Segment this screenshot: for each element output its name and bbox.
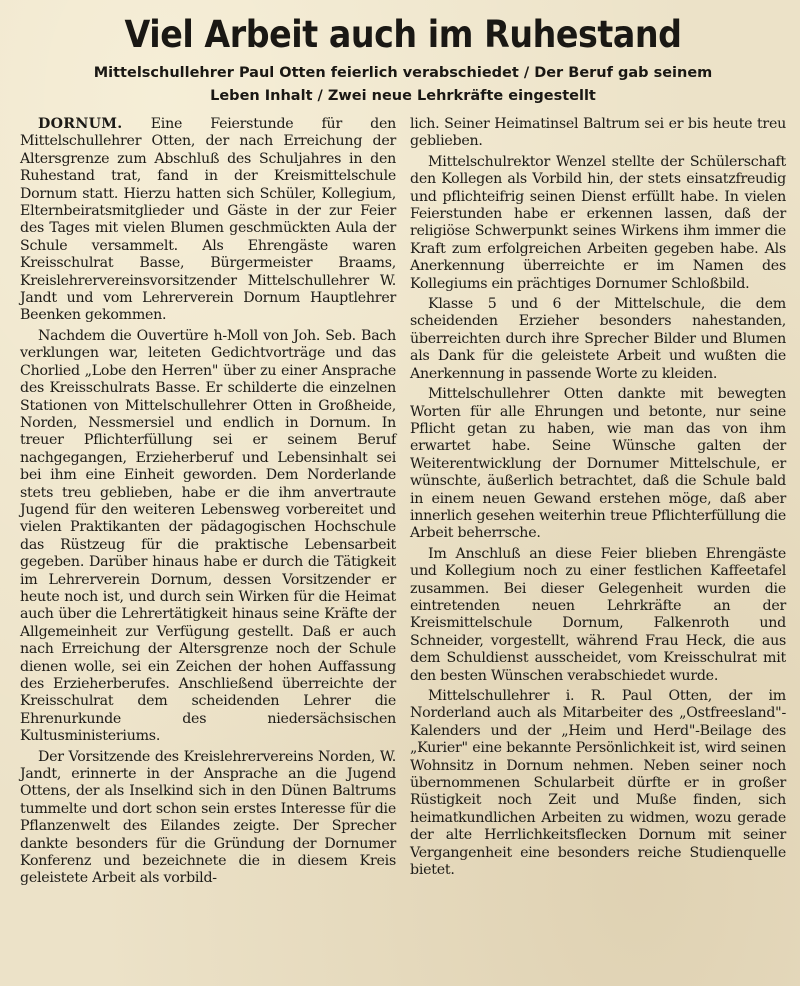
subheadline-line-1: Mittelschullehrer Paul Otten feierlich verabschiedet / Der Beruf gab seinem — [93, 65, 713, 81]
article-paragraph: Mittelschulrektor Wenzel stellte der Schülerschaft den Kollegen als Vorbild hin, der stets einsatzfreudig und pflichteifrig seinen Dienst erfüllt habe. In vielen Feierstunden habe er erkennen lassen, daß der religiöse Schwerpunkt seines Wirkens ihm immer die Kraft zum erfolgreichen Arbeiten gegeben habe. Als Anerkennung überreichte er im Namen des Kollegiums ein prächtiges Dornumer Schloßbild. — [410, 153, 786, 292]
dateline: DORNUM. — [38, 116, 123, 132]
column-left — [20, 116, 396, 891]
column-right — [410, 116, 786, 891]
subheadline — [30, 62, 776, 108]
paragraph-text: Eine Feierstunde für den Mittelschullehrer Otten, der nach Erreichung der Altersgrenze zum Abschluß des Schuljahres in den Ruhestand trat, fand in der Kreismittelschule Dornum statt. Hierzu hatten sich Schüler, Kollegium, Elternbeiratsmitglieder und Gäste in der zur Feier des Tages mit vielen Blumen geschmückten Aula der Schule versammelt. Als Ehrengäste waren Kreisschulrat Basse, Bürgermeister Braams, Kreislehrervereinsvorsitzender Mittelschullehrer W. Jandt und vom Lehrerverein Dornum Hauptlehrer Beenken gekommen. — [20, 116, 396, 324]
subheadline-line-2: Leben Inhalt / Zwei neue Lehrkräfte eingestellt — [210, 88, 596, 104]
article-paragraph: Nachdem die Ouvertüre h-Moll von Joh. Seb. Bach verklungen war, leiteten Gedichtvorträge und das Chorlied „Lobe den Herren" über zu einer Ansprache des Kreisschulrats Basse. Er schilderte die einzelnen Stationen von Mittelschullehrer Otten in Großheide, Norden, Nessmersiel und endlich in Dornum. In treuer Pflichterfüllung sei er seinem Beruf nachgegangen, Erzieherberuf und Lebensinhalt sei bei ihm eine Einheit geworden. Dem Norderlande stets treu geblieben, habe er die ihm anvertraute Jugend für den weiteren Lebensweg vorbereitet und vielen Praktikanten der pädagogischen Hochschule das Rüstzeug für die praktische Lebensarbeit gegeben. Darüber hinaus habe er durch die Tätigkeit im Lehrerverein Dornum, dessen Vorsitzender er heute noch ist, und durch sein Wirken für die Heimat auch über die Lehrertätigkeit hinaus seine Kräfte der Allgemeinheit zur Verfügung gestellt. Daß er auch nach Erreichung der Altersgrenze noch der Schule dienen wolle, sei ein Zeichen der hohen Auffassung des Erzieherberufes. Anschließend überreichte der Kreisschulrat dem scheidenden Lehrer die Ehrenurkunde des niedersächsischen Kultusministeriums. — [20, 327, 396, 745]
article-body — [20, 116, 786, 891]
article-paragraph: Mittelschullehrer Otten dankte mit bewegten Worten für alle Ehrungen und betonte, nur seine Pflicht getan zu haben, wie man das von ihm erwartet habe. Seine Wünsche galten der Weiterentwicklung der Dornumer Mittelschule, er wünschte, äußerlich betrachtet, daß die Schule bald in einem neuen Gewand erstehen möge, daß aber innerlich gesehen weiterhin treue Pflichterfüllung die Arbeit beherrsche. — [410, 386, 786, 542]
headline: Viel Arbeit auch im Ruhestand — [124, 13, 682, 56]
article-paragraph: Der Vorsitzende des Kreislehrervereins Norden, W. Jandt, erinnerte in der Ansprache an die Jugend Ottens, der als Inselkind sich in den Dünen Baltrums tummelte und dort schon sein erstes Interesse für die Pflanzenwelt des Eilandes zeigte. Der Sprecher dankte besonders für die Gründung der Dornumer Konferenz und bezeichnete die in diesem Kreis geleistete Arbeit als vorbild- — [20, 748, 396, 887]
article-paragraph: Im Anschluß an diese Feier blieben Ehrengäste und Kollegium noch zu einer festlichen Kaffeetafel zusammen. Bei dieser Gelegenheit wurden die eintretenden neuen Lehrkräfte an der Kreismittelschule Dornum, Falkenroth und Schneider, vorgestellt, während Frau Heck, die aus dem Schuldienst ausscheidet, vom Kreisschulrat mit den besten Wünschen verabschiedet wurde. — [410, 545, 786, 684]
article-paragraph: lich. Seiner Heimatinsel Baltrum sei er bis heute treu geblieben. — [410, 116, 786, 150]
article-paragraph — [20, 116, 396, 325]
article-paragraph: Mittelschullehrer i. R. Paul Otten, der im Norderland auch als Mitarbeiter des „Ostfreesland"-Kalenders und der „Heim und Herd"-Beilage des „Kurier" eine bekannte Persönlichkeit ist, wird seinen Wohnsitz in Dornum nehmen. Neben seiner noch übernommenen Schularbeit dürfte er in großer Rüstigkeit noch Zeit und Muße finden, sich heimatkundlichen Arbeiten zu widmen, wozu gerade der alte Herrlichkeitsflecken Dornum mit seiner Vergangenheit eine besonders reiche Studienquelle bietet. — [410, 688, 786, 879]
article-paragraph: Klasse 5 und 6 der Mittelschule, die dem scheidenden Erzieher besonders nahestanden, überreichten durch ihre Sprecher Bilder und Blumen als Dank für die geleistete Arbeit und wußten die Anerkennung in passende Worte zu kleiden. — [410, 296, 786, 382]
